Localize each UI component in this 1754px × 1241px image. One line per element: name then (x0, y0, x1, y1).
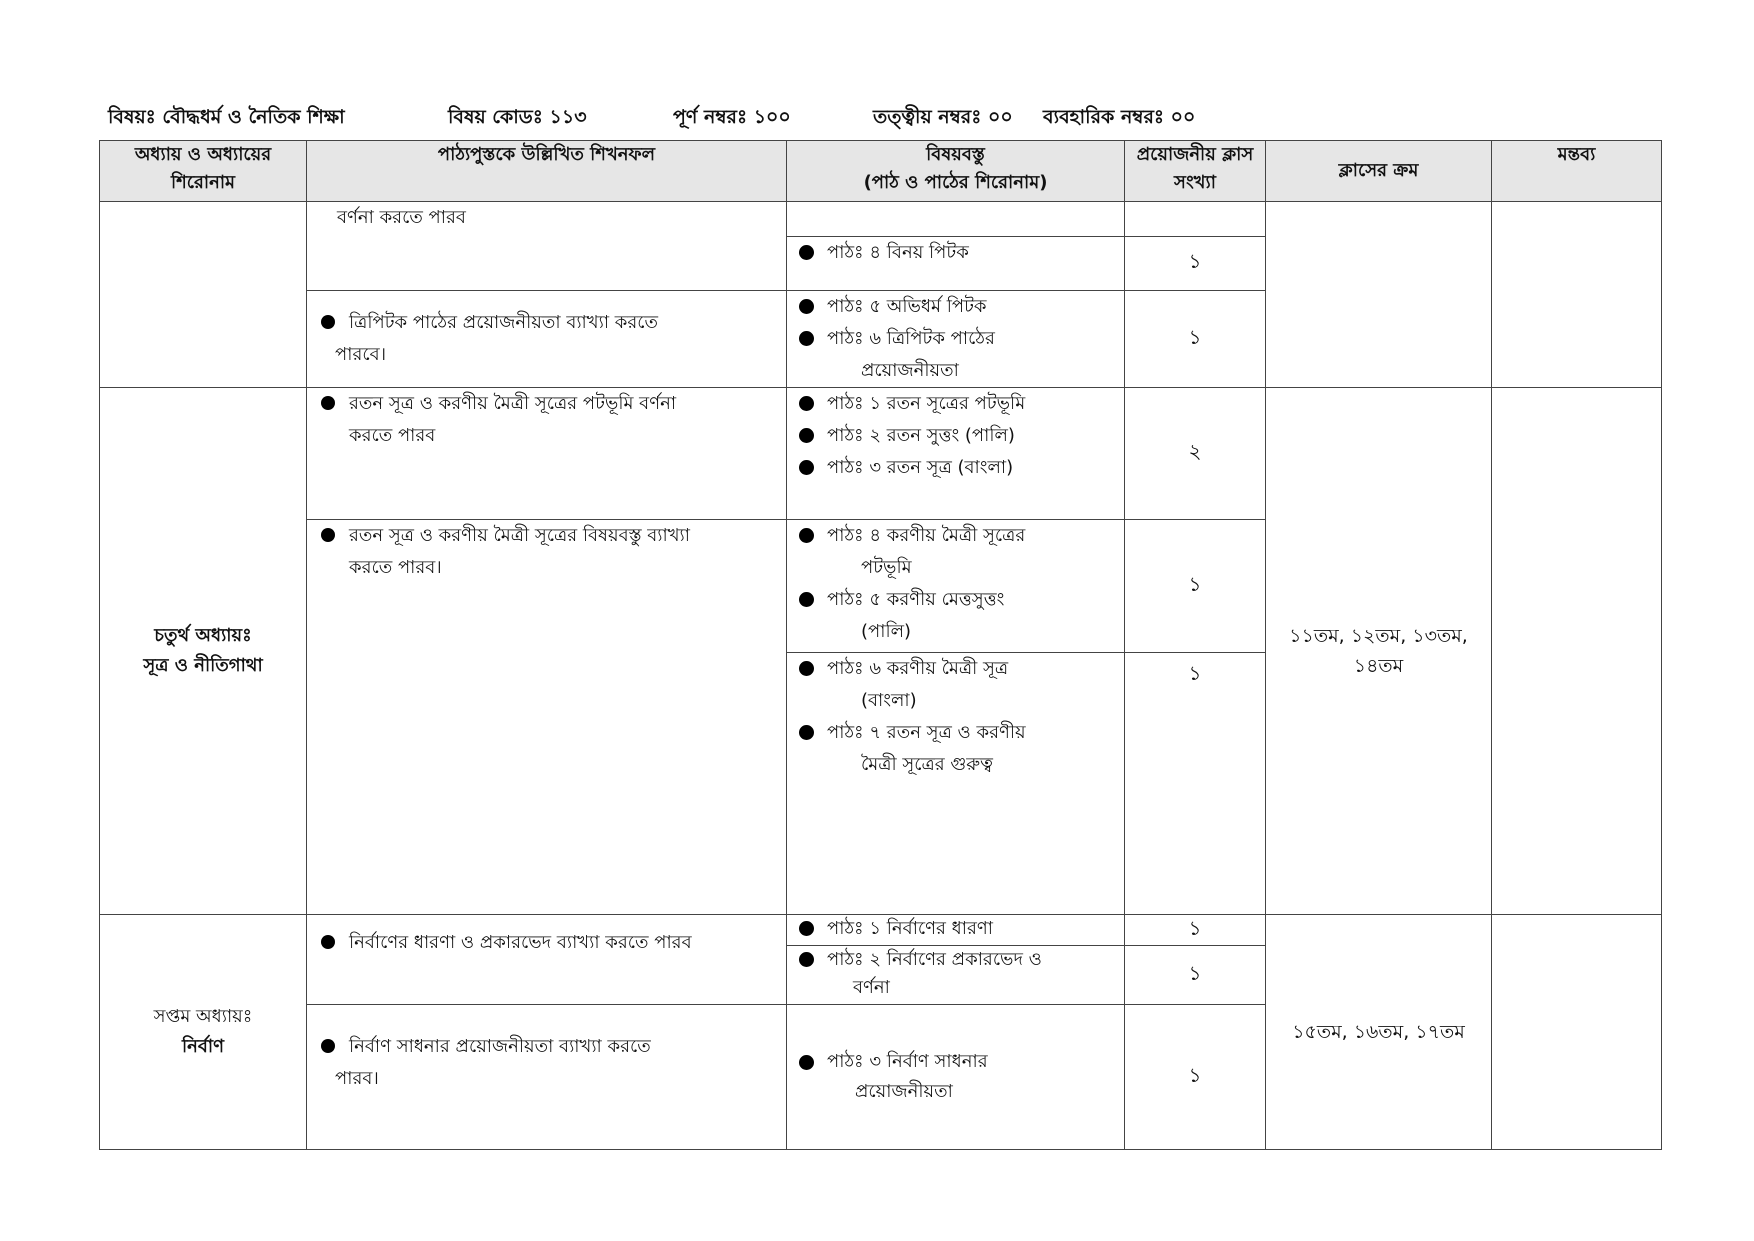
bullet-icon (799, 428, 814, 443)
col-header-outcome: পাঠ্যপুস্তকে উল্লিখিত শিখনফল (307, 141, 787, 202)
lesson-item: পাঠঃ ৪ করণীয় মৈত্রী সূত্রের (827, 525, 1026, 546)
chapter-cell (100, 388, 307, 915)
lesson-item: পাঠঃ ৩ নির্বাণ সাধনার (827, 1051, 988, 1072)
lesson-item: পাঠঃ ৭ রতন সূত্র ও করণীয় (827, 722, 1026, 743)
bullet-icon (321, 935, 335, 949)
outcome-cell (307, 388, 787, 915)
subject-info-line (108, 103, 1708, 131)
bullet-icon (799, 725, 814, 740)
content-cell (787, 915, 1125, 1150)
classes-cell (1125, 915, 1266, 1150)
outcome-cell (307, 202, 787, 388)
order-cell (1266, 202, 1492, 388)
bullet-icon (321, 528, 335, 542)
class-count: ১ (1125, 290, 1265, 387)
syllabus-table (99, 140, 1662, 1150)
lesson-item: পাঠঃ ৫ অভিধর্ম পিটক (827, 296, 987, 317)
chapter-title: সূত্র ও নীতিগাথা (143, 655, 263, 676)
table-row (100, 915, 1662, 1150)
lesson-item-cont: পটভূমি (861, 557, 912, 578)
outcome-text: পারবে। (335, 344, 387, 365)
class-count: ১ (1125, 1004, 1265, 1149)
col-header-content: বিষয়বস্তু (পাঠ ও পাঠের শিরোনাম) (787, 141, 1125, 202)
chapter-title: নির্বাণ (181, 1036, 224, 1057)
bullet-icon (799, 528, 814, 543)
subject-name: বিষয়ঃ বৌদ্ধধর্ম ও নৈতিক শিক্ষা (108, 106, 345, 128)
lesson-item-cont: মৈত্রী সূত্রের গুরুত্ব (861, 754, 993, 775)
lesson-item: পাঠঃ ২ নির্বাণের প্রকারভেদ ও (827, 949, 1042, 970)
bullet-icon (321, 396, 335, 410)
bullet-icon (799, 245, 814, 260)
bullet-icon (799, 460, 814, 475)
lesson-item-cont: (পালি) (861, 621, 912, 642)
subject-code: বিষয় কোডঃ ১১৩ (448, 106, 587, 128)
lesson-item: পাঠঃ ৫ করণীয় মেত্তসুত্তং (827, 589, 1005, 610)
lesson-item: পাঠঃ ২ রতন সুত্তং (পালি) (827, 425, 1015, 446)
chapter-number: চতুর্থ অধ্যায়ঃ (154, 625, 252, 646)
remarks-cell (1492, 915, 1662, 1150)
lesson-item-cont: প্রয়োজনীয়তা (861, 360, 959, 381)
class-order: ১৪তম (1353, 655, 1404, 677)
full-marks: পূর্ণ নম্বরঃ ১০০ (673, 106, 791, 128)
outcome-text: নির্বাণ সাধনার প্রয়োজনীয়তা ব্যাখ্যা করতে (349, 1036, 651, 1057)
class-order: ১১তম, ১২তম, ১৩তম, (1289, 625, 1468, 647)
col-header-classes: প্রয়োজনীয় ক্লাস সংখ্যা (1125, 141, 1266, 202)
classes-cell (1125, 388, 1266, 915)
lesson-item-cont: প্রয়োজনীয়তা (855, 1081, 953, 1102)
lesson-item: পাঠঃ ৬ করণীয় মৈত্রী সূত্র (827, 658, 1009, 679)
bullet-icon (321, 1039, 335, 1053)
class-count: ১ (1188, 915, 1202, 940)
remarks-cell (1492, 202, 1662, 388)
class-count: ১ (1125, 236, 1265, 290)
lesson-item-cont: বর্ণনা (853, 977, 890, 998)
lesson-item: পাঠঃ ৬ ত্রিপিটক পাঠের (827, 328, 995, 349)
outcome-text: বর্ণনা করতে পারব (337, 207, 466, 228)
outcome-text: ত্রিপিটক পাঠের প্রয়োজনীয়তা ব্যাখ্যা করতে (349, 312, 658, 333)
outcome-text: করতে পারব। (349, 557, 442, 578)
bullet-icon (799, 299, 814, 314)
outcome-cell (307, 915, 787, 1150)
class-count: ১ (1125, 519, 1265, 652)
class-count: ১ (1125, 945, 1265, 1004)
bullet-icon (799, 952, 814, 967)
order-cell (1266, 388, 1492, 915)
content-cell (787, 388, 1125, 915)
outcome-text: নির্বাণের ধারণা ও প্রকারভেদ ব্যাখ্যা করতে পারব (349, 932, 692, 953)
bullet-icon (799, 661, 814, 676)
class-order: ১৫তম, ১৬তম, ১৭তম (1292, 1021, 1465, 1043)
col-header-order: ক্লাসের ক্রম (1266, 141, 1492, 202)
chapter-number: সপ্তম অধ্যায়ঃ (153, 1006, 253, 1027)
lesson-item-cont: (বাংলা) (861, 690, 917, 711)
order-cell (1266, 915, 1492, 1150)
remarks-cell (1492, 388, 1662, 915)
chapter-cell (100, 915, 307, 1150)
class-count: ১ (1125, 652, 1265, 914)
outcome-text: রতন সূত্র ও করণীয় মৈত্রী সূত্রের বিষয়বস্তু ব্যাখ্যা (349, 525, 690, 546)
outcome-text: করতে পারব (349, 425, 436, 446)
table-header-row (100, 141, 1662, 202)
col-header-remarks: মন্তব্য (1492, 141, 1662, 202)
table-row (100, 388, 1662, 915)
lesson-item: পাঠঃ ১ নির্বাণের ধারণা (827, 918, 993, 939)
table-row (100, 202, 1662, 388)
bullet-icon (799, 396, 814, 411)
bullet-icon (799, 1055, 814, 1070)
practical-marks: ব্যবহারিক নম্বরঃ ০০ (1043, 106, 1196, 128)
col-header-chapter: অধ্যায় ও অধ্যায়ের শিরোনাম (100, 141, 307, 202)
bullet-icon (799, 592, 814, 607)
bullet-icon (799, 331, 814, 346)
outcome-text: পারব। (335, 1068, 379, 1089)
content-cell (787, 202, 1125, 388)
bullet-icon (321, 315, 335, 329)
lesson-item: পাঠঃ ৩ রতন সূত্র (বাংলা) (827, 457, 1014, 478)
bullet-icon (799, 921, 814, 936)
theory-marks: তত্ত্বীয় নম্বরঃ ০০ (873, 106, 1013, 128)
lesson-item: পাঠঃ ১ রতন সূত্রের পটভূমি (827, 393, 1026, 414)
lesson-item: পাঠঃ ৪ বিনয় পিটক (827, 242, 969, 263)
class-count: ২ (1188, 439, 1202, 463)
chapter-cell-empty (100, 202, 307, 388)
classes-cell (1125, 202, 1266, 388)
outcome-text: রতন সূত্র ও করণীয় মৈত্রী সূত্রের পটভূমি বর্ণনা (349, 393, 677, 414)
